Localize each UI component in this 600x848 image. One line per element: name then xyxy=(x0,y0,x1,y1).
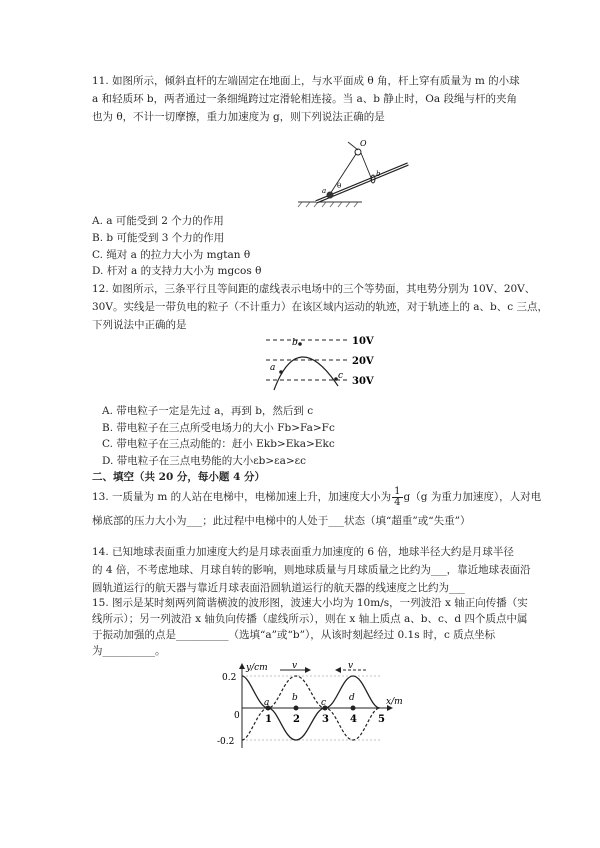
q15-fig-ybot: -0.2 xyxy=(217,737,235,747)
q11-text-line3: 也为 θ，不计一切摩擦，重力加速度为 g，则下列说法正确的是 xyxy=(92,111,385,123)
q11-option-c: C. 绳对 a 的拉力大小为 mgtan θ xyxy=(92,249,251,261)
q12-fig-label-10v: 10V xyxy=(352,336,374,347)
q11-text-line2: a 和轻质环 b，两者通过一条细绳跨过定滑轮相连接。当 a、b 静止时，Oa 段绳与杆的夹角 xyxy=(92,93,518,105)
q15-fig-label-v-left: v xyxy=(348,661,354,671)
q12-option-b: B. 带电粒子在三点所受电场力的大小 Fb>Fa>Fc xyxy=(102,422,335,434)
q15-text-line2: 线所示）；另一列波沿 x 轴负向传播（虚线所示），则在 x 轴上质点 a、b、c、d 四个质点中属 xyxy=(92,613,528,625)
q13-text-part2: g（g 为重力加速度），人对电 xyxy=(403,491,542,503)
q14-text-line2: 的 4 倍，不考虑地球、月球自转的影响，则地球质量与月球质量之比约为___，靠近地球表面沿 xyxy=(92,564,531,576)
q13-text-line1 xyxy=(92,484,541,510)
q12-option-a: A. 带电粒子一定是先过 a，再到 b，然后到 c xyxy=(102,405,314,417)
q13-fraction-den: 4 xyxy=(394,496,401,508)
q12-fig-label-b: b xyxy=(292,338,298,348)
q11-fig-label-O: O xyxy=(360,139,367,148)
q13-fraction-num: 1 xyxy=(394,485,401,497)
q15-fig-point-d: d xyxy=(349,693,355,703)
q12-text-line1: 12. 如图所示，三条平行且等间距的虚线表示电场中的三个等势面，其电势分别为 10V、20V、 xyxy=(92,283,536,295)
q11-option-d: D. 杆对 a 的支持力大小为 mgcos θ xyxy=(92,265,262,277)
q13-text-line2: 梯底部的压力大小为___；此过程中电梯中的人处于___状态（填“超重”或“失重”） xyxy=(92,515,471,527)
q11-option-b: B. b 可能受到 3 个力的作用 xyxy=(92,232,225,244)
q15-fig-ytop: 0.2 xyxy=(222,673,237,683)
q15-wave-figure xyxy=(212,660,412,752)
q15-fig-tick-5: 5 xyxy=(378,714,385,725)
q12-text-line2: 30V。实线是一带负电的粒子（不计重力）在该区域内运动的轨迹，对于轨迹上的 a、b、c 三点， xyxy=(92,301,548,313)
section-title-fill-in: 二、填空（共 20 分，每小题 4 分） xyxy=(92,471,266,483)
q15-text-line3: 于振动加强的点是__________（选填“a”或“b”），从该时刻起经过 0.1s 时，c 质点坐标 xyxy=(92,629,496,641)
q15-fig-origin: 0 xyxy=(234,711,240,721)
q12-fig-label-a: a xyxy=(270,363,276,373)
q11-option-a: A. a 可能受到 2 个力的作用 xyxy=(92,215,224,227)
q13-text-part1: 13. 一质量为 m 的人站在电梯中，电梯加速上升，加速度大小为 xyxy=(92,491,392,503)
q15-fig-tick-4: 4 xyxy=(350,714,357,725)
q12-text-line3: 下列说法中正确的是 xyxy=(92,319,187,331)
q15-fig-point-a: a xyxy=(264,698,270,708)
q15-fig-ylabel: y/cm xyxy=(246,663,268,673)
q12-fig-label-c: c xyxy=(338,371,344,381)
q12-fig-label-20v: 20V xyxy=(352,356,374,367)
q12-option-c: C. 带电粒子在三点动能的：赶小 Ekb>Eka>Ekc xyxy=(102,438,335,450)
q11-text-line1: 11. 如图所示，倾斜直杆的左端固定在地面上，与水平面成 θ 角，杆上穿有质量为 m 的小球 xyxy=(92,75,520,87)
q15-fig-point-c: c xyxy=(321,698,327,708)
q12-fig-label-30v: 30V xyxy=(352,376,374,387)
q15-fig-tick-3: 3 xyxy=(322,714,329,725)
q15-fig-label-v-right: v xyxy=(292,661,298,671)
q11-figure xyxy=(296,138,416,210)
q15-fig-point-b: b xyxy=(292,693,298,703)
q14-text-line3: 圆轨道运行的航天器与靠近月球表面沿圆轨道运行的航天器的线速度之比约为___ xyxy=(92,582,465,594)
q15-fig-xlabel: x/m xyxy=(386,697,403,707)
q15-fig-tick-2: 2 xyxy=(293,714,300,725)
q12-option-d: D. 带电粒子在三点电势能的大小εb>εa>εc xyxy=(102,455,306,467)
q12-figure xyxy=(264,330,384,394)
q15-text-line1: 15. 图示是某时刻两列简谐横波的波形图，波速大小均为 10m/s，一列波沿 x 轴正向传播（实 xyxy=(92,597,528,609)
q11-fig-label-theta: θ xyxy=(337,182,342,190)
q14-text-line1: 14. 已知地球表面重力加速度大约是月球表面重力加速度的 6 倍，地球半径大约是月球半径 xyxy=(92,546,514,558)
q11-fig-label-b: b xyxy=(376,170,381,178)
q15-fig-tick-1: 1 xyxy=(265,714,272,725)
q15-text-line4: 为__________。 xyxy=(92,645,166,657)
q11-fig-label-a: a xyxy=(322,187,327,195)
q13-fraction xyxy=(392,487,402,508)
